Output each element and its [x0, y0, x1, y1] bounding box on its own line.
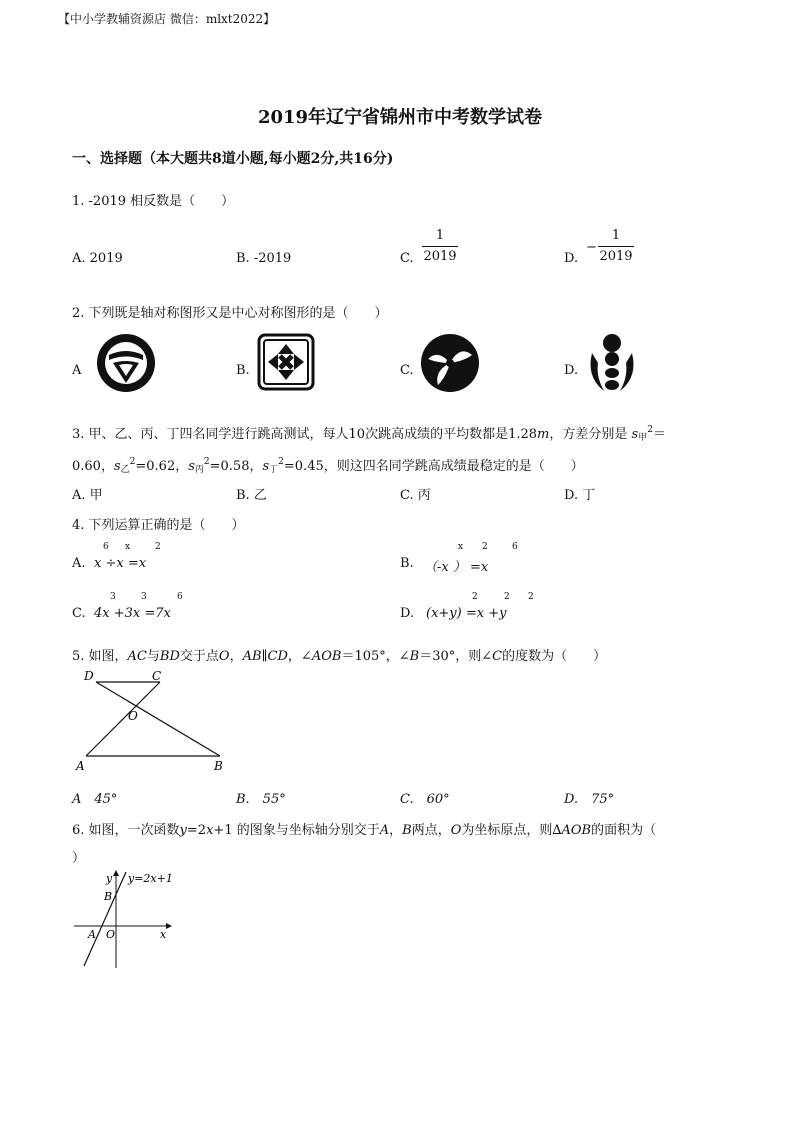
q3-variance-s-ding: s [262, 459, 270, 474]
q3-eq: ＝ [652, 427, 666, 442]
q3-sup-ding: 2 [278, 457, 284, 467]
fig6-label-a: A [88, 928, 96, 941]
question-3-option-d: D. 丁 [564, 488, 596, 503]
question-4-option-d-expr: (x+y) =x +y [426, 606, 507, 621]
page-title: 2019年辽宁省锦州市中考数学试卷 [257, 107, 543, 128]
question-2-stem: 2. 下列既是轴对称图形又是中心对称图形的是（ ） [72, 306, 388, 321]
emblem-c-figure [420, 333, 480, 393]
fraction-numerator: 1 [611, 228, 621, 243]
question-2-option-d: D. [564, 363, 579, 378]
q3-text-a: 3. 甲、乙、丙、丁四名同学进行跳高测试，每人10次跳高成绩的平均数都是1.28 [72, 427, 538, 442]
q5-angle-b: B [409, 649, 420, 664]
q4d-exponent-1: 2 [472, 592, 478, 602]
q6-var-y: y [179, 823, 187, 838]
q5-text-b: 与 [146, 649, 160, 664]
q4a-exponent-2: x [125, 542, 131, 552]
q4b-exponent-3: 6 [512, 542, 518, 552]
q3-variance-s-yi: s [113, 459, 121, 474]
question-1-option-c-label: C. [400, 251, 414, 266]
q5-text-d: ， [229, 649, 243, 664]
q3-text-b: ，方差分别是 [549, 427, 628, 442]
question-5-option-c: C. 60° [400, 792, 450, 807]
header-note: 【中小学教辅资源店 微信：mlxt2022】 [58, 12, 276, 26]
question-5-option-a: A 45° [72, 792, 118, 807]
q5-seg-ac: AC [127, 649, 147, 664]
fig5-label-b: B [214, 759, 223, 773]
q4a-exponent-3: 2 [155, 542, 161, 552]
q5-point-o: O [218, 649, 230, 664]
question-1-option-d-sign: − [586, 240, 597, 255]
question-1-option-d-label: D. [564, 251, 579, 266]
question-4-option-b-label: B. [400, 556, 414, 571]
q6-text-e: 两点， [411, 823, 451, 838]
question-2-option-a: A [72, 363, 82, 378]
question-4-option-c-label: C. [72, 606, 86, 621]
fig5-label-c: C [152, 669, 162, 683]
question-3-option-b: B. 乙 [236, 488, 267, 503]
q4c-exponent-1: 3 [110, 592, 116, 602]
fraction-bar [598, 246, 634, 247]
fig5-label-d: D [84, 669, 94, 683]
question-5-stem [72, 645, 606, 664]
q5-text-h: 的度数为（ ） [502, 649, 607, 664]
question-3-line-1 [72, 423, 666, 443]
fig5-label-a: A [76, 759, 85, 773]
q6-text-g: 的面积为（ [591, 823, 657, 838]
q6-text-d: ， [389, 823, 403, 838]
q5-seg-bd: BD [159, 649, 180, 664]
question-1-option-c-fraction [422, 228, 458, 265]
question-6-figure [70, 868, 190, 972]
q6-text-f: 为坐标原点，则∆ [461, 823, 562, 838]
question-6-stem-close: ） [72, 851, 86, 866]
q3-sub-yi: 乙 [120, 465, 130, 475]
q6-point-a: A [379, 823, 390, 838]
question-1-stem: 1. -2019 相反数是（ ） [72, 194, 235, 209]
question-5-option-d: D. 75° [564, 792, 615, 807]
q6-point-o: O [450, 823, 462, 838]
q3-unit-m: m [537, 427, 550, 442]
fig5-label-o: O [128, 709, 138, 723]
fraction-bar [422, 246, 458, 247]
fig6-label-b: B [104, 890, 113, 903]
question-2-option-c: C. [400, 363, 414, 378]
q6-text-b: =2 [186, 823, 207, 838]
question-4-option-c-expr: 4x +3x =7x [94, 606, 171, 621]
emblem-d-figure [584, 333, 640, 393]
q4a-exponent-1: 6 [103, 542, 109, 552]
question-5-option-b: B. 55° [236, 792, 286, 807]
question-1-option-d-fraction [598, 228, 634, 265]
emblem-a-figure [95, 333, 157, 393]
fig6-label-o: O [106, 928, 116, 941]
q5-angle-aob: AOB [311, 649, 342, 664]
question-4-option-b-expr: （-x ） =x [424, 560, 489, 575]
q4d-exponent-2: 2 [504, 592, 510, 602]
question-2-option-b: B. [236, 363, 250, 378]
question-5-figure [74, 666, 234, 776]
question-4-option-a-label: A. [72, 556, 86, 571]
emblem-b-figure [258, 334, 314, 390]
question-4-option-a-expr: x ÷x =x [94, 556, 147, 571]
q5-angle-c: C [492, 649, 503, 664]
question-3-option-c: C. 丙 [400, 488, 431, 503]
fraction-denominator: 2019 [599, 249, 633, 264]
q3-value-bing: =0.58， [209, 459, 263, 474]
fig6-label-x-axis: x [160, 928, 167, 941]
q5-text-g: ＝30°，则∠ [419, 649, 493, 664]
q6-triangle-aob: AOB [561, 823, 592, 838]
q5-text-a: 5. 如图， [72, 649, 128, 664]
q3-sup-bing: 2 [203, 457, 210, 467]
q3-value-yi: =0.62， [135, 459, 189, 474]
q3-sub-ding: 丁 [269, 465, 279, 475]
question-3-option-a: A. 甲 [72, 488, 103, 503]
question-6-stem [72, 819, 656, 838]
q5-parallel: AB∥CD [242, 649, 288, 664]
q3-sub-bing: 丙 [194, 465, 204, 475]
question-3-line-2 [72, 455, 584, 475]
section-heading: 一、选择题（本大题共8道小题,每小题2分,共16分) [72, 151, 394, 167]
q6-text-c: +1 的图象与坐标轴分别交于 [213, 823, 380, 838]
q4b-exponent-2: 2 [482, 542, 488, 552]
q3-text-060: 0.60， [72, 459, 114, 474]
q4c-exponent-2: 3 [141, 592, 147, 602]
question-1-option-a: A. 2019 [72, 251, 123, 266]
q5-text-f: ＝105°，∠ [341, 649, 410, 664]
q3-sup-yi: 2 [129, 457, 136, 467]
q4b-exponent-1: x [458, 542, 464, 552]
question-4-option-d-label: D. [400, 606, 415, 621]
q3-variance-s: s [631, 427, 639, 442]
question-1-option-b: B. -2019 [236, 251, 292, 266]
fig6-label-y-axis: y [106, 872, 113, 885]
fraction-numerator: 1 [435, 228, 445, 243]
fig6-label-function: y=2x+1 [128, 872, 173, 885]
q5-text-c: 交于点 [179, 649, 219, 664]
q3-value-ding: =0.45，则这四名同学跳高成绩最稳定的是（ ） [283, 459, 584, 474]
q6-var-x: x [206, 823, 214, 838]
q3-sub-jia: 甲 [638, 433, 648, 443]
q3-sup: 2 [647, 425, 653, 435]
q3-variance-s-bing: s [188, 459, 195, 474]
q4d-exponent-3: 2 [528, 592, 534, 602]
fraction-denominator: 2019 [423, 249, 457, 264]
q6-point-b: B [402, 823, 412, 838]
q4c-exponent-3: 6 [177, 592, 183, 602]
question-4-stem: 4. 下列运算正确的是（ ） [72, 518, 245, 533]
q5-text-e: ，∠ [287, 649, 312, 664]
q6-text-a: 6. 如图，一次函数 [72, 823, 180, 838]
